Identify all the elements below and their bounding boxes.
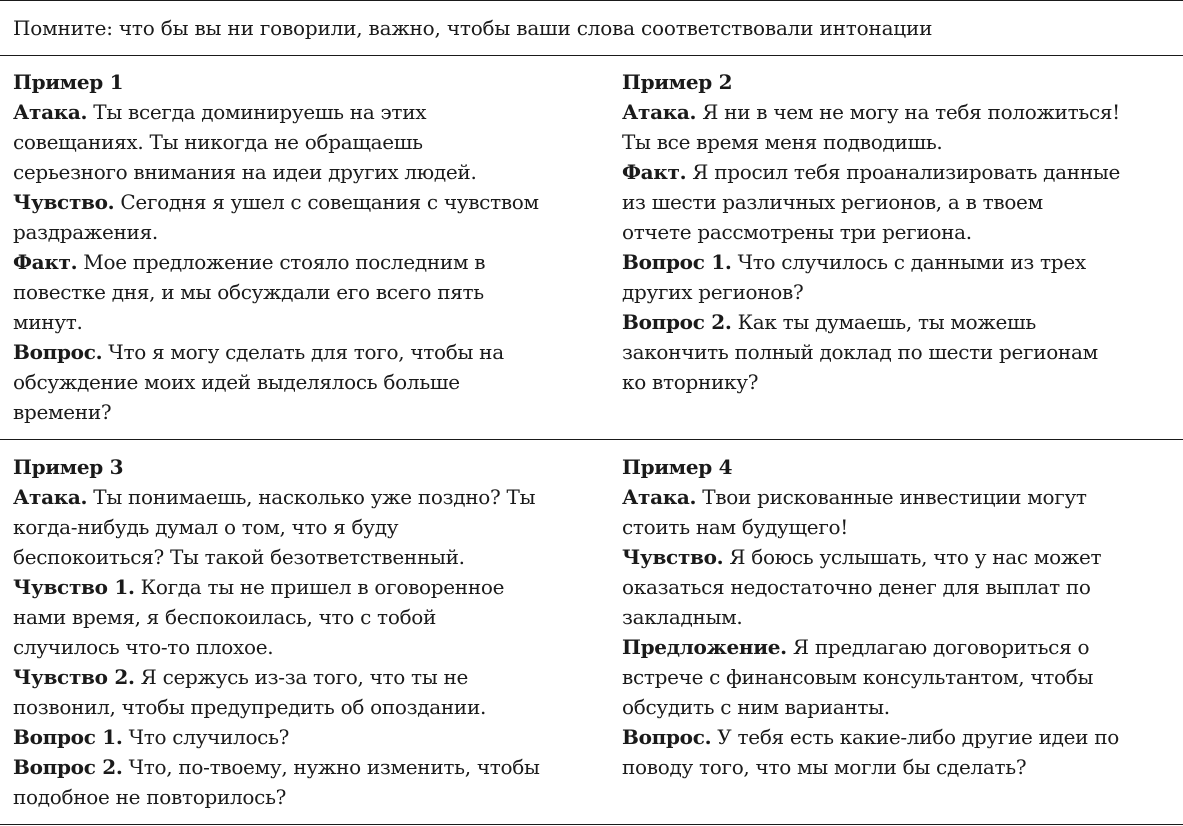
item-text: Что случилось?: [122, 725, 290, 749]
item-label: Предложение.: [622, 635, 787, 659]
item-label: Вопрос 1.: [13, 725, 123, 749]
item-label: Вопрос.: [622, 725, 712, 749]
example-line: из шести различных регионов, а в твоем: [622, 190, 1043, 214]
top-rule: [0, 0, 1183, 1]
example-line: отчете рассмотрены три региона.: [622, 220, 972, 244]
item-label: Атака.: [13, 485, 88, 509]
example-line: [622, 632, 1183, 662]
item-text: Я просил тебя проанализировать данные: [686, 160, 1121, 184]
example-body: [13, 97, 593, 427]
example-line: беспокоиться? Ты такой безответственный.: [13, 545, 465, 569]
example-line: времени?: [13, 400, 112, 424]
item-label: Атака.: [13, 100, 88, 124]
item-text: Когда ты не пришел в оговоренное: [134, 575, 505, 599]
item-text: Сегодня я ушел с совещания с чувством: [114, 190, 539, 214]
example-line: [13, 482, 593, 512]
example-title: Пример 1: [13, 70, 124, 94]
item-text: Я предлагаю договориться о: [786, 635, 1090, 659]
example-line: [13, 187, 593, 217]
example-line: раздражения.: [13, 220, 158, 244]
item-text: Я сержусь из-за того, что ты не: [134, 665, 469, 689]
example-line: серьезного внимания на идеи других людей.: [13, 160, 477, 184]
example-1: [13, 67, 593, 427]
example-3: [13, 452, 593, 812]
example-body: [13, 482, 593, 812]
example-line: обсуждение моих идей выделялось больше: [13, 370, 460, 394]
example-line: [13, 97, 593, 127]
item-label: Чувство 2.: [13, 665, 135, 689]
item-label: Вопрос 2.: [13, 755, 123, 779]
example-line: поводу того, что мы могли бы сделать?: [622, 755, 1027, 779]
example-line: встрече с финансовым консультантом, чтобы: [622, 665, 1094, 689]
example-line: минут.: [13, 310, 83, 334]
item-text: Как ты думаешь, ты можешь: [731, 310, 1036, 334]
example-line: закончить полный доклад по шести регионам: [622, 340, 1098, 364]
item-text: Ты всегда доминируешь на этих: [87, 100, 427, 124]
example-line: [13, 752, 593, 782]
item-text: Я ни в чем не могу на тебя положиться!: [696, 100, 1120, 124]
item-text: Мое предложение стояло последним в: [77, 250, 486, 274]
example-line: обсудить с ним варианты.: [622, 695, 890, 719]
example-line: стоить нам будущего!: [622, 515, 848, 539]
item-text: У тебя есть какие-либо другие идеи по: [711, 725, 1120, 749]
example-line: оказаться недостаточно денег для выплат по: [622, 575, 1091, 599]
example-line: случилось что-то плохое.: [13, 635, 274, 659]
item-text: Что я могу сделать для того, чтобы на: [102, 340, 504, 364]
example-line: [622, 157, 1183, 187]
example-line: [13, 247, 593, 277]
item-label: Чувство.: [13, 190, 115, 214]
item-label: Вопрос 1.: [622, 250, 732, 274]
item-text: Что, по-твоему, нужно изменить, чтобы: [122, 755, 540, 779]
example-line: когда-нибудь думал о том, что я буду: [13, 515, 399, 539]
example-line: закладным.: [622, 605, 743, 629]
example-title: Пример 3: [13, 455, 124, 479]
example-line: подобное не повторилось?: [13, 785, 287, 809]
item-label: Вопрос 2.: [622, 310, 732, 334]
item-label: Вопрос.: [13, 340, 103, 364]
example-line: [622, 482, 1183, 512]
example-line: [622, 247, 1183, 277]
example-body: [622, 97, 1183, 397]
example-line: Ты все время меня подводишь.: [622, 130, 943, 154]
example-line: [13, 572, 593, 602]
example-line: [622, 97, 1183, 127]
example-line: нами время, я беспокоилась, что с тобой: [13, 605, 437, 629]
example-2: [622, 67, 1183, 397]
item-text: Ты понимаешь, насколько уже поздно? Ты: [87, 485, 536, 509]
header-divider: [0, 55, 1183, 56]
example-line: [622, 722, 1183, 752]
example-line: позвонил, чтобы предупредить об опоздании.: [13, 695, 487, 719]
item-label: Чувство 1.: [13, 575, 135, 599]
header-note: Помните: что бы вы ни говорили, важно, чтобы ваши слова соответствовали интонации: [13, 16, 933, 40]
example-line: [13, 722, 593, 752]
item-text: Твои рискованные инвестиции могут: [696, 485, 1087, 509]
item-label: Факт.: [13, 250, 78, 274]
example-line: [13, 337, 593, 367]
example-line: [13, 662, 593, 692]
example-title: Пример 4: [622, 455, 733, 479]
example-line: [622, 542, 1183, 572]
row-divider: [0, 439, 1183, 440]
example-line: повестке дня, и мы обсуждали его всего пять: [13, 280, 484, 304]
item-text: Что случилось с данными из трех: [731, 250, 1086, 274]
example-line: [622, 307, 1183, 337]
example-line: других регионов?: [622, 280, 804, 304]
bottom-rule: [0, 824, 1183, 825]
example-4: [622, 452, 1183, 782]
item-label: Чувство.: [622, 545, 724, 569]
example-line: совещаниях. Ты никогда не обращаешь: [13, 130, 423, 154]
item-label: Атака.: [622, 100, 697, 124]
item-text: Я боюсь услышать, что у нас может: [723, 545, 1102, 569]
example-line: ко вторнику?: [622, 370, 759, 394]
example-title: Пример 2: [622, 70, 733, 94]
item-label: Факт.: [622, 160, 687, 184]
example-body: [622, 482, 1183, 782]
item-label: Атака.: [622, 485, 697, 509]
